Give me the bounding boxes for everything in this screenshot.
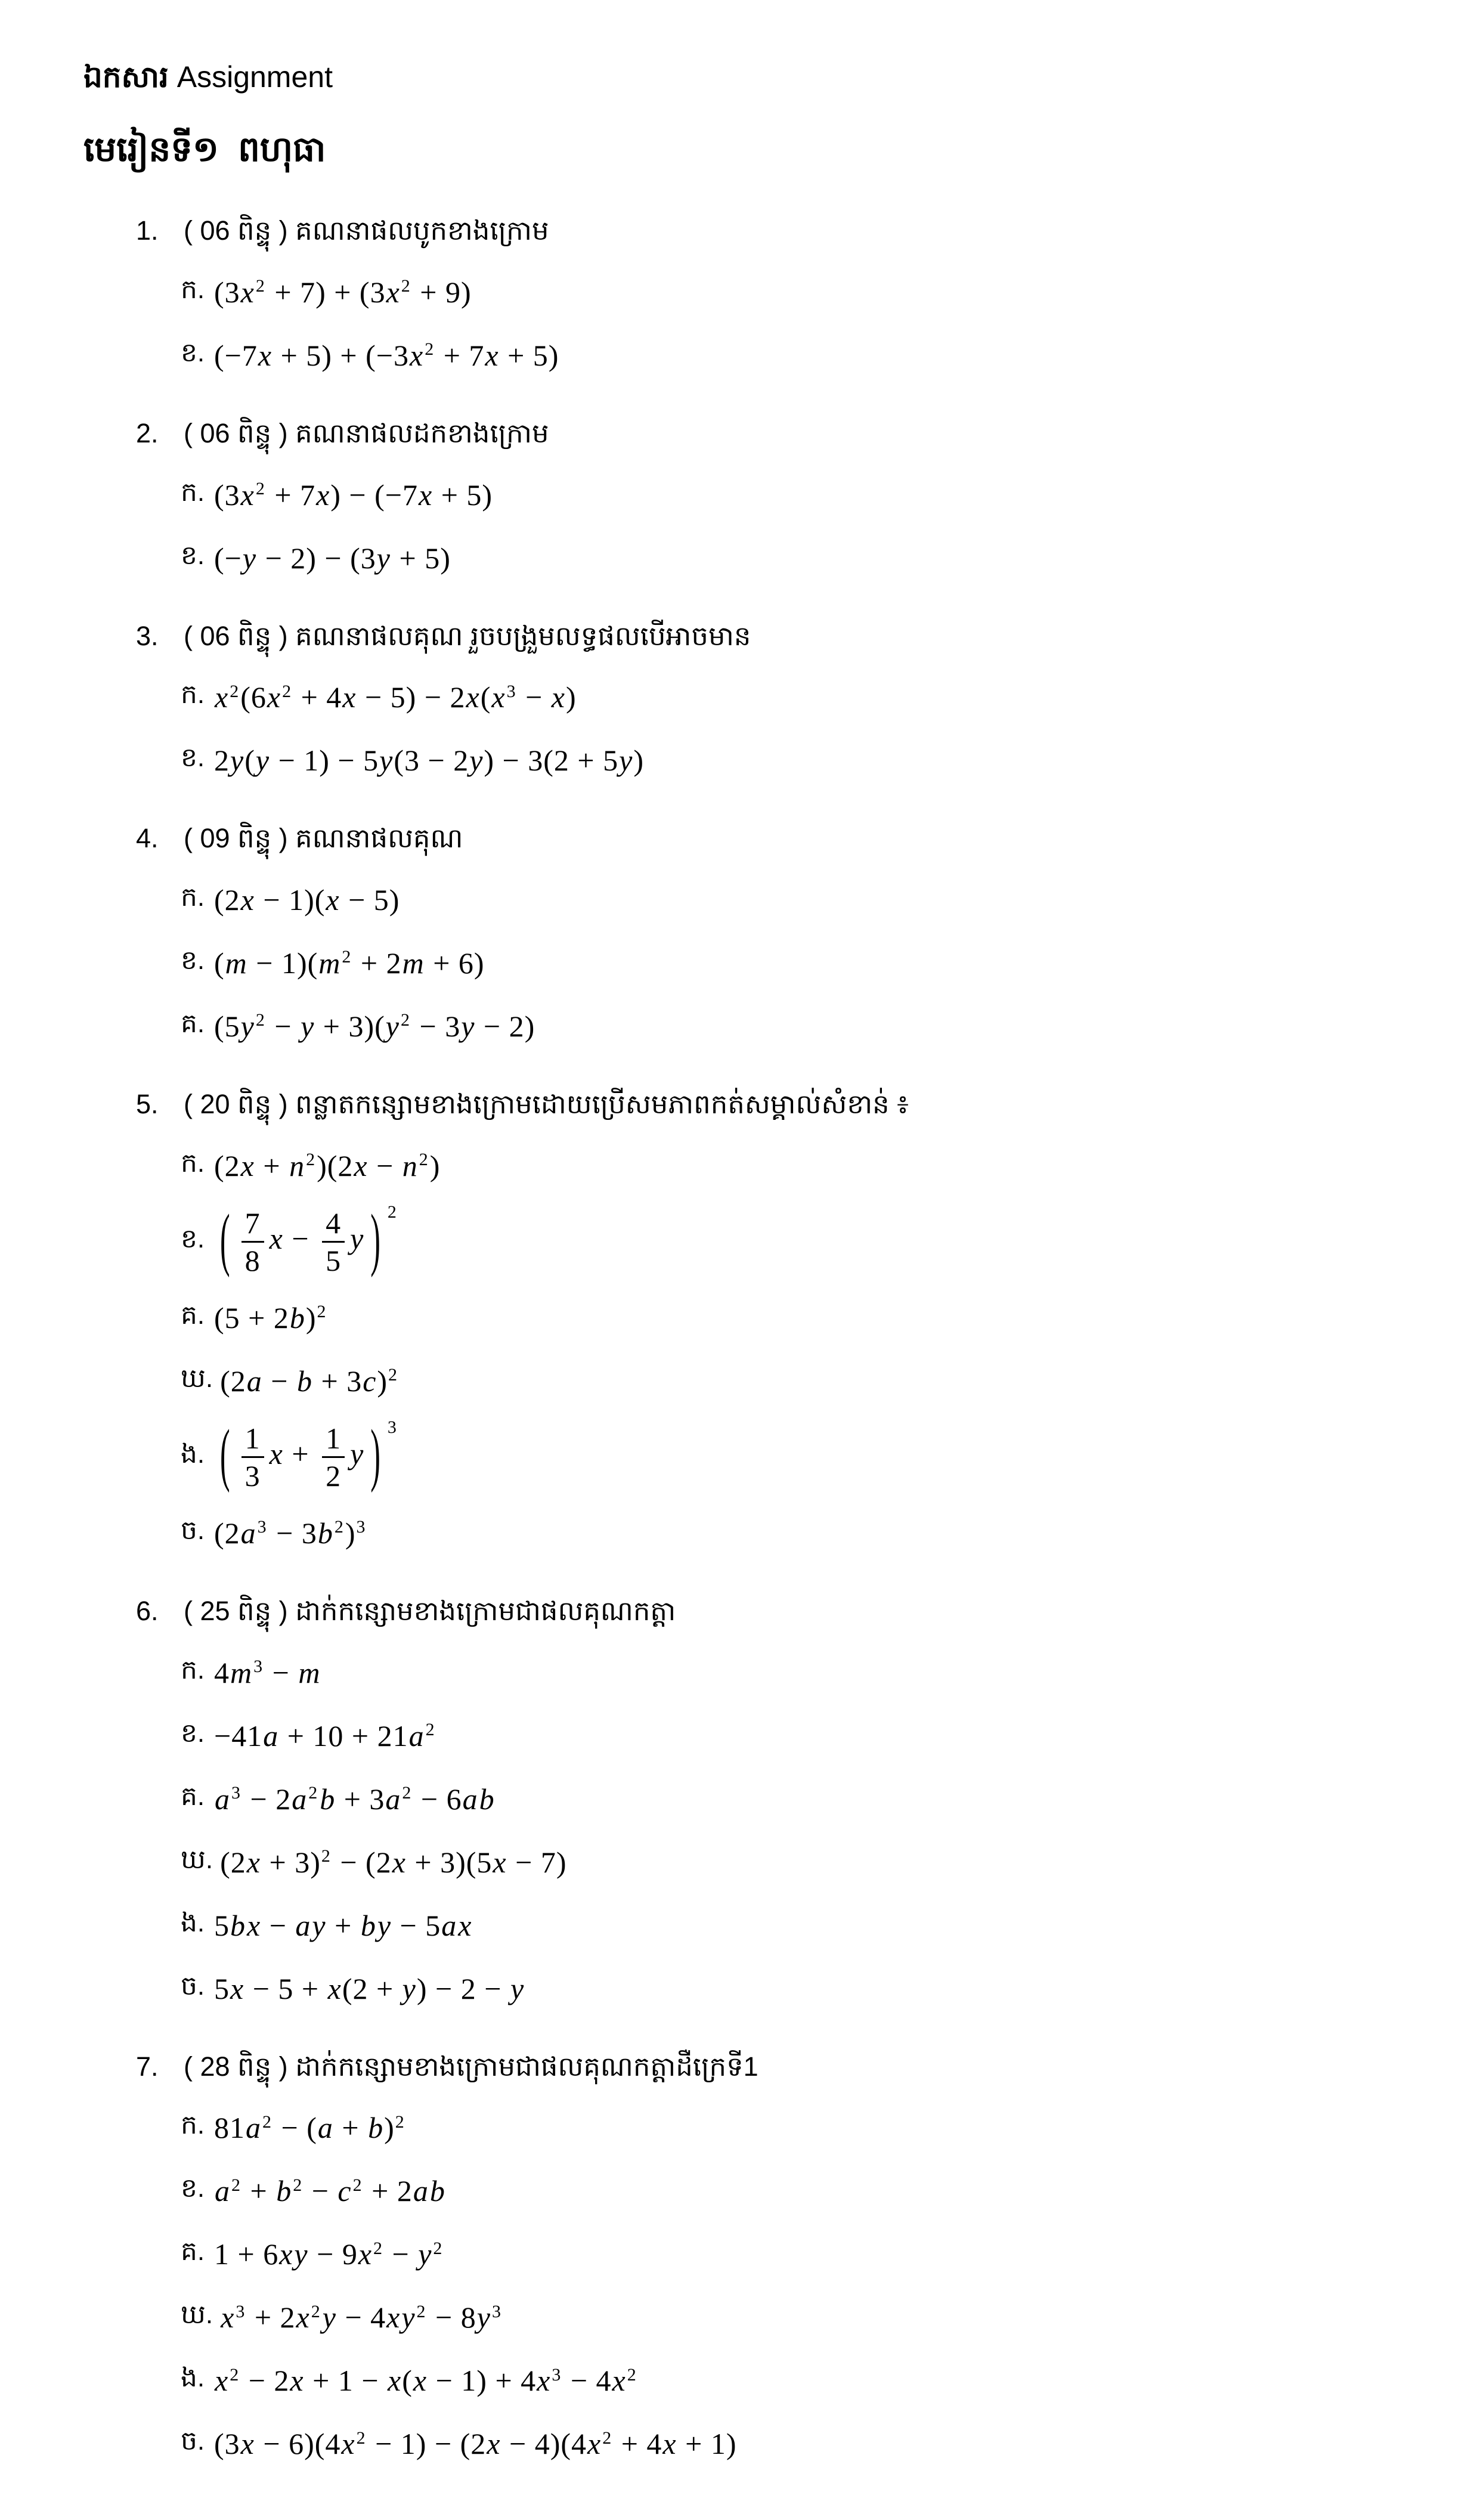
part-label: គ. bbox=[181, 2237, 205, 2267]
problem-prompt-row bbox=[83, 210, 1444, 252]
problem-part bbox=[83, 674, 1444, 720]
problem-part bbox=[83, 1713, 1444, 1759]
problem-parts bbox=[83, 877, 1444, 1049]
problem-parts bbox=[83, 2105, 1444, 2466]
problem-part bbox=[83, 333, 1444, 378]
problem-part bbox=[83, 1650, 1444, 1695]
problem-part bbox=[83, 2421, 1444, 2466]
math-expression: $x^3 + 2x^2y - 4xy^2 - 8y^3$ bbox=[221, 2301, 501, 2335]
math-expression: $(3x^2 + 7x) - (-7x + 5)$ bbox=[214, 478, 493, 512]
math-expression: $x^2 - 2x + 1 - x(x - 1) + 4x^3 - 4x^2$ bbox=[215, 2364, 637, 2398]
math-expression: $-41a + 10 + 21a^2$ bbox=[214, 1719, 435, 1753]
problem-parts bbox=[83, 472, 1444, 581]
problem-prompt-row bbox=[83, 818, 1444, 859]
math-expression: $(5y^2 - y + 3)(y^2 - 3y - 2)$ bbox=[214, 1010, 535, 1043]
part-label: ក. bbox=[181, 883, 205, 912]
math-expression: 2y(y − 1) − 5y(3 − 2y) − 3(2 + 5y) bbox=[214, 744, 644, 778]
problem-part bbox=[83, 1295, 1444, 1341]
math-expression: $a^3 - 2a^2b + 3a^2 - 6ab$ bbox=[215, 1782, 495, 1816]
part-label: ក. bbox=[181, 1655, 205, 1685]
problem-parts bbox=[83, 674, 1444, 783]
problem-number: 3. bbox=[136, 620, 159, 651]
math-expression: (2x − 1)(x − 5) bbox=[214, 883, 400, 917]
part-label: គ. bbox=[181, 1781, 205, 1811]
part-label: ក. bbox=[181, 274, 205, 304]
problem-number: 5. bbox=[136, 1089, 159, 1119]
problem-part bbox=[83, 472, 1444, 518]
math-expression: $81a^2 - (a + b)^2$ bbox=[214, 2111, 405, 2145]
problem-item bbox=[83, 2046, 1444, 2467]
part-label: ខ. bbox=[181, 540, 205, 570]
part-label: ក. bbox=[181, 477, 205, 507]
problem-number: 1. bbox=[136, 215, 159, 246]
part-label: ក. bbox=[181, 1148, 205, 1178]
problem-part bbox=[83, 1143, 1444, 1188]
problem-item bbox=[83, 413, 1444, 581]
math-expression: $(2x + n^2)(2x - n^2)$ bbox=[214, 1148, 441, 1182]
problem-parts bbox=[83, 1650, 1444, 2011]
problem-part bbox=[83, 2295, 1444, 2340]
part-label: ក. bbox=[181, 680, 205, 710]
math-expression: $a^2 + b^2 - c^2 + 2ab$ bbox=[215, 2174, 445, 2208]
problem-part bbox=[83, 1358, 1444, 1404]
problem-prompt: ( 06 ពិន្ទុ ) គណនាផលគុណ រួចបង្រួមលទ្ធផលបើអាចមាន bbox=[184, 620, 751, 651]
problem-item bbox=[83, 818, 1444, 1049]
lesson-title: មេរៀនទី១ ពហុធា bbox=[83, 130, 326, 169]
problem-part bbox=[83, 1004, 1444, 1049]
part-label: គ. bbox=[181, 1300, 205, 1330]
problem-list bbox=[83, 210, 1444, 2466]
problem-prompt: ( 06 ពិន្ទុ ) គណនាផលដកខាងក្រោម bbox=[184, 417, 549, 448]
math-expression: $(3x^2 + 7) + (3x^2 + 9)$ bbox=[214, 275, 472, 309]
problem-part bbox=[83, 2358, 1444, 2403]
math-expression: $(2x + 3)^2 - (2x + 3)(5x - 7)$ bbox=[220, 1845, 567, 1879]
problem-number: 4. bbox=[136, 823, 159, 854]
part-label: ឃ. bbox=[181, 1363, 213, 1393]
math-expression: 5bx − ay + by − 5ax bbox=[214, 1908, 472, 1942]
problem-part bbox=[83, 2105, 1444, 2150]
part-label: ខ. bbox=[181, 1224, 205, 1254]
problem-item bbox=[83, 1590, 1444, 2011]
math-expression: ( $\frac{1}{3}$ x + $\frac{1}{2}$ y ) $^3$ bbox=[220, 1414, 397, 1493]
problem-part bbox=[83, 1903, 1444, 1948]
part-label: ច. bbox=[181, 1971, 205, 2001]
problem-part bbox=[83, 270, 1444, 315]
math-expression: $(2a - b + 3c)^2$ bbox=[220, 1364, 398, 1398]
problem-number: 6. bbox=[136, 1595, 159, 1626]
math-expression: $4m^3 - m$ bbox=[214, 1655, 321, 1689]
problem-parts bbox=[83, 270, 1444, 378]
math-expression: 5x − 5 + x(2 + y) − 2 − y bbox=[214, 1971, 525, 2005]
problem-item bbox=[83, 615, 1444, 784]
part-label: ឃ. bbox=[181, 1844, 213, 1874]
part-label: ខ. bbox=[181, 1718, 205, 1748]
problem-prompt-row bbox=[83, 1083, 1444, 1125]
problem-part bbox=[83, 877, 1444, 922]
part-label: ក. bbox=[181, 2110, 205, 2140]
math-expression: $(-7x + 5) + (-3x^2 + 7x + 5)$ bbox=[214, 338, 559, 372]
math-expression: (−y − 2) − (3y + 5) bbox=[214, 541, 451, 575]
part-label: ខ. bbox=[181, 338, 205, 367]
problem-prompt-row bbox=[83, 413, 1444, 454]
problem-prompt-row bbox=[83, 615, 1444, 657]
document-title bbox=[83, 55, 1444, 100]
problem-part bbox=[83, 940, 1444, 986]
problem-number: 7. bbox=[136, 2051, 159, 2082]
part-label: ខ. bbox=[181, 743, 205, 773]
math-expression: $(2a^3 - 3b^2)^3$ bbox=[214, 1516, 366, 1550]
part-label: គ. bbox=[181, 1009, 205, 1038]
problem-item bbox=[83, 210, 1444, 378]
problem-prompt-row bbox=[83, 2046, 1444, 2088]
math-expression: $1 + 6xy - 9x^2 - y^2$ bbox=[214, 2237, 443, 2271]
page-header bbox=[83, 55, 1444, 175]
part-label: ខ. bbox=[181, 2174, 205, 2203]
part-label: ច. bbox=[181, 2426, 205, 2456]
document-title-latin: Assignment bbox=[177, 60, 333, 94]
part-label: ច. bbox=[181, 1515, 205, 1545]
problem-number: 2. bbox=[136, 417, 159, 448]
part-label: ង. bbox=[181, 2363, 205, 2393]
part-label: ខ. bbox=[181, 946, 205, 975]
problem-part bbox=[83, 1414, 1444, 1493]
problem-item bbox=[83, 1083, 1444, 1556]
problem-part bbox=[83, 1776, 1444, 1822]
problem-part bbox=[83, 1199, 1444, 1278]
part-label: ឃ. bbox=[181, 2300, 213, 2330]
math-expression: $(3x - 6)(4x^2 - 1) - (2x - 4)(4x^2 + 4x + 1)$ bbox=[214, 2427, 737, 2461]
math-expression: $x^2(6x^2 + 4x - 5) - 2x(x^3 - x)$ bbox=[215, 680, 577, 714]
math-expression: $(5 + 2b)^2$ bbox=[214, 1301, 327, 1335]
problem-prompt-row bbox=[83, 1590, 1444, 1632]
problem-prompt: ( 25 ពិន្ទុ ) ដាក់កន្សោមខាងក្រោមជាផលគុណកត្តា bbox=[184, 1595, 676, 1626]
problem-parts bbox=[83, 1143, 1444, 1556]
problem-prompt: ( 06 ពិន្ទុ ) គណនាផលបូកខាងក្រោម bbox=[184, 215, 549, 246]
problem-prompt: ( 20 ពិន្ទុ ) ពន្លាតកន្សោមខាងក្រោមដោយប្រើសមភាពកត់សម្គាល់សំខាន់ ៖ bbox=[184, 1089, 909, 1119]
problem-part bbox=[83, 1510, 1444, 1556]
problem-part bbox=[83, 2231, 1444, 2277]
math-expression: $(m - 1)(m^2 + 2m + 6)$ bbox=[214, 946, 485, 980]
document-title-khmer: ឯកសារ bbox=[83, 60, 169, 94]
problem-part bbox=[83, 2168, 1444, 2213]
problem-part bbox=[83, 1966, 1444, 2011]
part-label: ង. bbox=[181, 1908, 205, 1937]
problem-prompt: ( 28 ពិន្ទុ ) ដាក់កន្សោមខាងក្រោមជាផលគុណកត្តាដឺក្រេទី1 bbox=[184, 2051, 758, 2082]
problem-part bbox=[83, 738, 1444, 783]
problem-part bbox=[83, 1840, 1444, 1885]
problem-part bbox=[83, 535, 1444, 581]
part-label: ង. bbox=[181, 1439, 205, 1469]
math-expression: ( $\frac{7}{8}$ x − $\frac{4}{5}$ y ) $^2$ bbox=[220, 1199, 397, 1278]
problem-prompt: ( 09 ពិន្ទុ ) គណនាផលគុណ bbox=[184, 823, 463, 854]
